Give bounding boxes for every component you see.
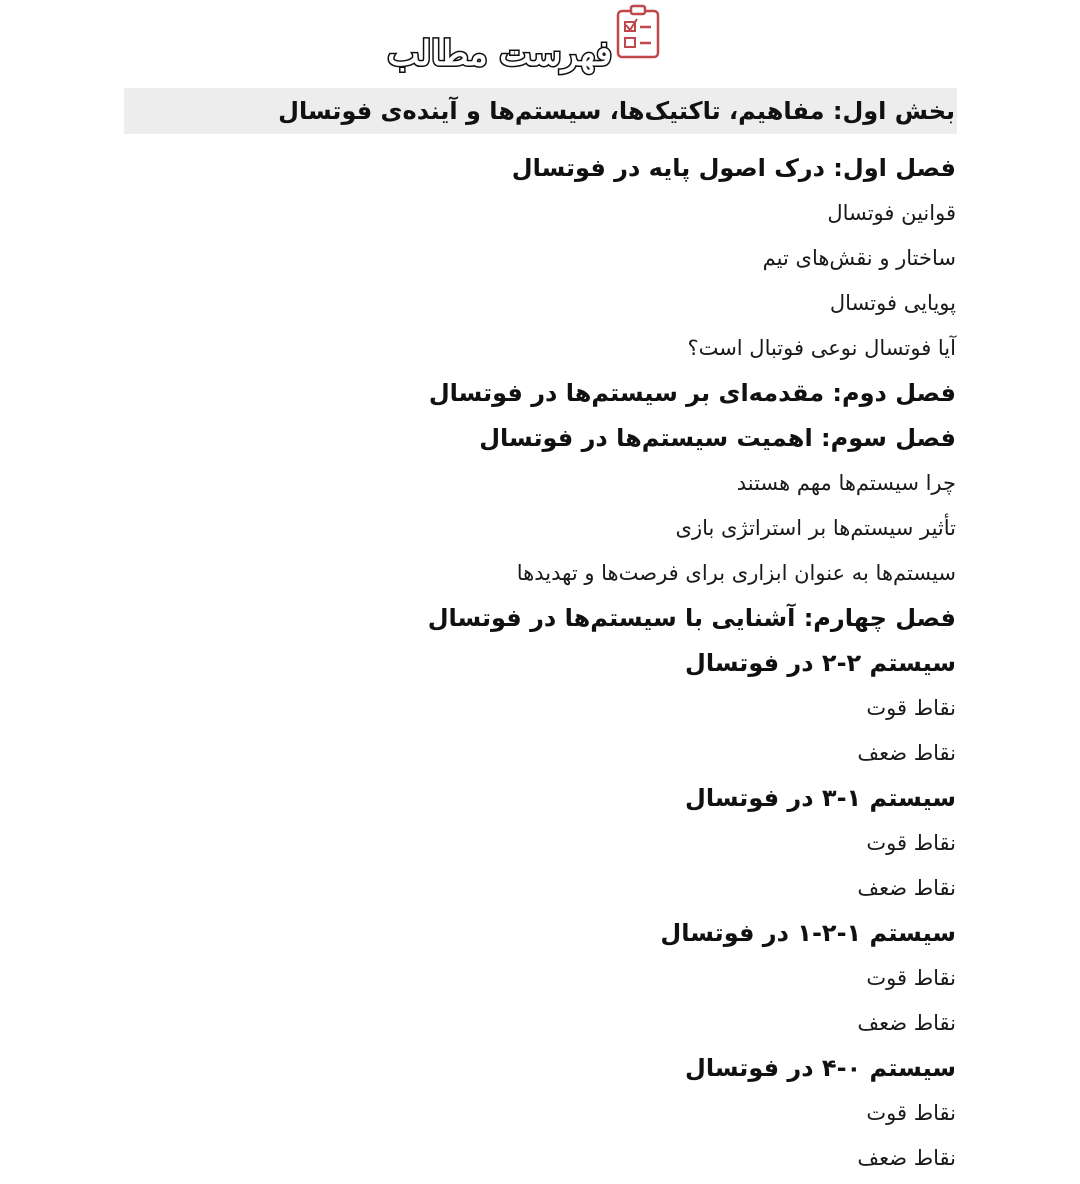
section-title: بخش اول: مفاهیم، تاکتیک‌ها، سیستم‌ها و آینده‌ی فوتسال <box>278 97 955 125</box>
chapter-1-item-4[interactable]: آیا فوتسال نوعی فوتبال است؟ <box>687 336 956 360</box>
system-1-strengths[interactable]: نقاط قوت <box>866 696 956 720</box>
system-3-weaknesses[interactable]: نقاط ضعف <box>857 1011 956 1035</box>
system-4-strengths[interactable]: نقاط قوت <box>866 1101 956 1125</box>
chapter-3-item-2[interactable]: تأثیر سیستم‌ها بر استراتژی بازی <box>675 516 956 540</box>
system-1-title[interactable]: سیستم ۲-۲ در فوتسال <box>685 649 956 677</box>
section-heading-bar <box>124 88 957 134</box>
chapter-4-title[interactable]: فصل چهارم: آشنایی با سیستم‌ها در فوتسال <box>427 604 956 632</box>
system-3-strengths[interactable]: نقاط قوت <box>866 966 956 990</box>
chapter-3-item-3[interactable]: سیستم‌ها به عنوان ابزاری برای فرصت‌ها و تهدیدها <box>516 561 956 585</box>
chapter-3-title[interactable]: فصل سوم: اهمیت سیستم‌ها در فوتسال <box>479 424 956 452</box>
toc-title: فهرست مطالب <box>387 34 612 74</box>
chapter-1-title[interactable]: فصل اول: درک اصول پایه در فوتسال <box>511 154 956 182</box>
checklist-clipboard-icon <box>614 4 662 60</box>
system-1-weaknesses[interactable]: نقاط ضعف <box>857 741 956 765</box>
toc-header <box>0 4 1080 80</box>
chapter-2-title[interactable]: فصل دوم: مقدمه‌ای بر سیستم‌ها در فوتسال <box>428 379 956 407</box>
chapter-3-item-1[interactable]: چرا سیستم‌ها مهم هستند <box>736 471 956 495</box>
chapter-1-item-2[interactable]: ساختار و نقش‌های تیم <box>762 246 956 270</box>
system-3-title[interactable]: سیستم ۱-۲-۱ در فوتسال <box>660 919 956 947</box>
system-2-title[interactable]: سیستم ۱-۳ در فوتسال <box>685 784 956 812</box>
chapter-1-item-3[interactable]: پویایی فوتسال <box>829 291 956 315</box>
chapter-1-item-1[interactable]: قوانین فوتسال <box>827 201 956 225</box>
system-4-weaknesses[interactable]: نقاط ضعف <box>857 1146 956 1170</box>
system-2-weaknesses[interactable]: نقاط ضعف <box>857 876 956 900</box>
toc-list <box>124 146 956 1181</box>
system-4-title[interactable]: سیستم ۰-۴ در فوتسال <box>685 1054 956 1082</box>
system-2-strengths[interactable]: نقاط قوت <box>866 831 956 855</box>
